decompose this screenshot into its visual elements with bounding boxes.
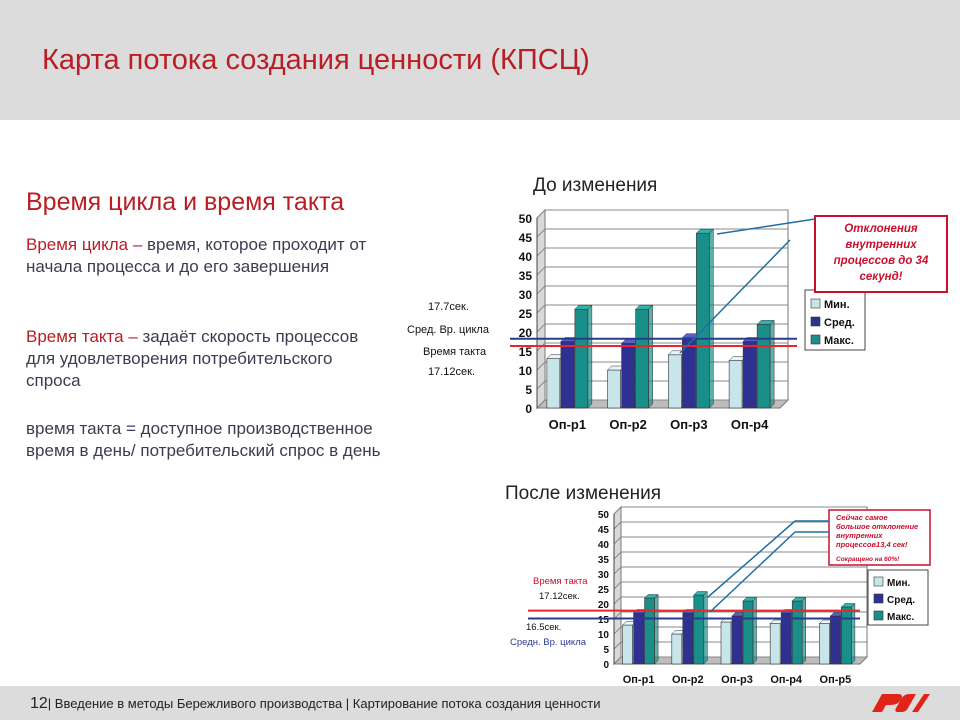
legend-label: Макс. [887,612,915,623]
y-tick-label: 40 [597,540,609,551]
ref-line-name: Время такта [423,346,487,358]
y-tick-label: 50 [518,212,532,226]
x-tick-label: Оп-р3 [721,674,753,686]
y-tick-label: 0 [525,402,532,416]
bar [634,613,644,664]
legend-label: Сред. [887,595,916,606]
x-tick-label: Оп-р1 [622,674,655,686]
y-tick-label: 45 [518,231,532,245]
y-tick-label: 35 [597,555,609,566]
x-tick-label: Оп-р2 [671,674,704,686]
bar [770,624,780,665]
x-tick-label: Оп-р3 [670,417,708,432]
bar-side [655,595,659,665]
takt-formula: время такта = доступное производственное время в день/ потребительский спрос в день [26,419,381,460]
section-heading: Время цикла и время такта [26,188,345,216]
cycle-time-text: время, которое проходит от начала процесса и до его завершения [26,235,367,276]
y-tick-label: 45 [597,525,609,536]
annotation-text: Сейчас самое большое отклонение внутренних процессов13,4 сек! [836,513,919,549]
y-tick-label: 25 [518,307,532,321]
x-tick-label: Оп-р4 [770,674,803,686]
y-tick-label: 35 [518,269,532,283]
ref-line-name: Средн. Вр. цикла [510,637,587,648]
y-tick-label: 30 [518,288,532,302]
bar-side [704,592,708,665]
bar [819,624,829,665]
y-tick-label: 20 [597,600,609,611]
y-tick-label: 0 [603,660,609,671]
y-tick-label: 10 [597,630,609,641]
x-tick-label: Оп-р5 [819,674,852,686]
legend-swatch [874,611,883,620]
ref-line-value: 17.12сек. [428,366,476,378]
y-tick-label: 15 [518,345,532,359]
cycle-time-term: Время цикла – [26,235,143,254]
chart-after-title: После изменения [505,483,662,504]
ref-line-value: 16.5сек. [526,622,562,633]
legend-label: Мин. [824,299,850,311]
legend-label: Макс. [824,335,854,347]
bar-side [851,604,855,665]
bar [830,616,840,664]
bar-side [802,598,806,665]
annotation-text: Отклонения внутренних процессов до 34 секунд! [833,223,929,283]
bar [694,595,704,664]
bar [781,613,791,664]
takt-time-term: Время такта – [26,327,138,346]
bar [683,613,693,664]
bar [841,607,851,664]
y-tick-label: 15 [597,615,609,626]
legend-swatch [874,594,883,603]
footer-caption: Введение в методы Бережливого производства | Картирование потока создания ценности [51,696,601,711]
y-tick-label: 40 [518,250,532,264]
ref-line-name: Время такта [533,576,588,587]
bar-side [753,598,757,665]
bar [672,634,682,664]
footer-text [30,695,600,713]
y-tick-label: 5 [525,383,532,397]
ref-line-value: 17.7сек. [428,301,469,313]
y-tick-label: 5 [603,645,609,656]
legend-label: Мин. [887,578,911,589]
y-tick-label: 30 [597,570,609,581]
footer-separator: | [47,696,52,711]
chart-before-title: До изменения [533,175,658,196]
x-tick-label: Оп-р2 [609,417,647,432]
y-tick-label: 20 [518,326,532,340]
ref-line-name: Сред. Вр. цикла [407,324,489,336]
bar [623,625,633,664]
legend-swatch [874,577,883,586]
legend-label: Сред. [824,317,855,329]
rzd-logo-icon [868,688,932,716]
bar [645,598,655,664]
ref-line-value: 17.12сек. [539,591,580,602]
page-title: Карта потока создания ценности (КПСЦ) [42,44,590,76]
y-tick-label: 25 [597,585,609,596]
y-tick-label: 50 [597,510,609,521]
takt-time-text: задаёт скорость процессов для удовлетворения потребительского спроса [26,327,359,390]
y-tick-label: 10 [518,364,532,378]
annotation-subtext: Сокращено на 60%! [836,556,900,563]
page-number: 12 [30,695,48,712]
bar [732,616,742,664]
x-tick-label: Оп-р1 [548,417,587,432]
bar [721,622,731,664]
x-tick-label: Оп-р4 [730,417,769,432]
